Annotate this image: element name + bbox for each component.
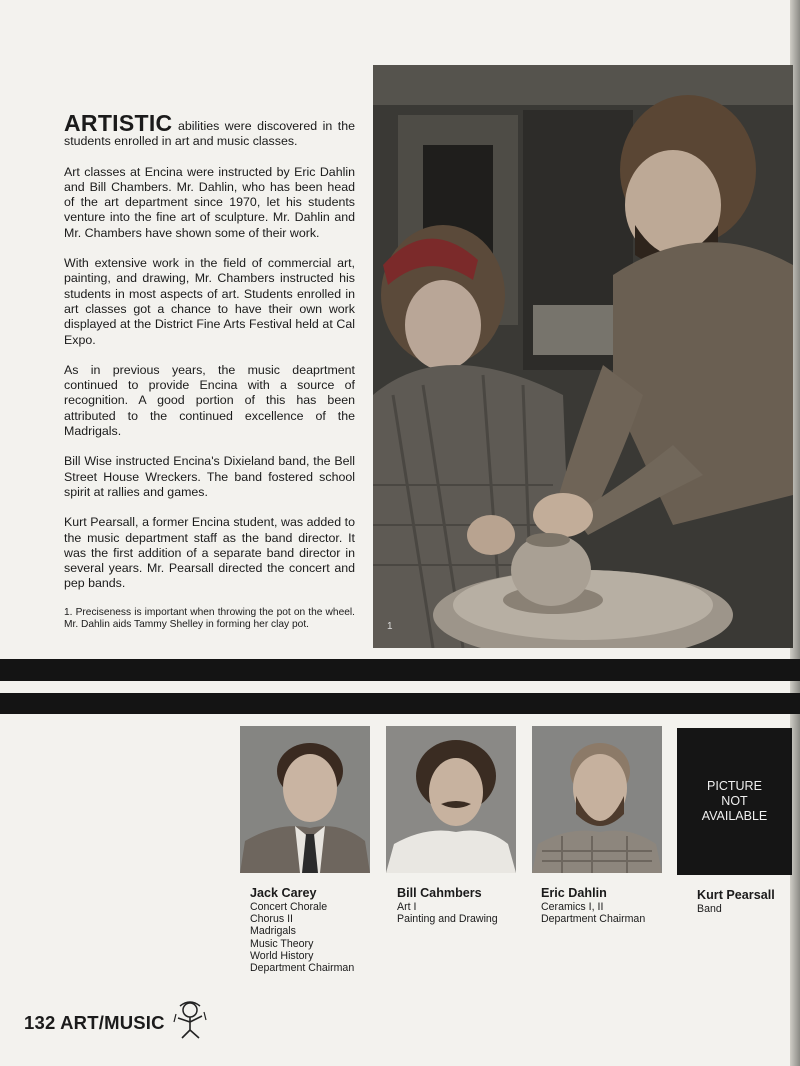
staff-role: Madrigals — [250, 925, 296, 938]
pottery-photo-illustration — [373, 65, 793, 648]
staff-role: World History — [250, 949, 314, 962]
article-body — [64, 110, 355, 647]
staff-role: Band — [697, 903, 722, 915]
picture-not-available — [677, 728, 792, 875]
staff-role: Chorus II — [250, 913, 293, 926]
staff-role: Music Theory — [250, 937, 314, 950]
staff-eric-dahlin — [541, 886, 645, 925]
photo-caption: 1. Preciseness is important when throwing the pot on the wheel. Mr. Dahlin aids Tammy Shelley in forming her clay pot. — [64, 606, 355, 631]
lead-word: ARTISTIC — [64, 110, 173, 136]
portrait-bill-chambers-image — [386, 726, 516, 873]
staff-role: Painting and Drawing — [397, 913, 498, 926]
paragraph-3: As in previous years, the music deaprtment continued to provide Encina with a source of recognition. A good portion of this has been attributed to the continued excellence of the Madrigals. — [64, 362, 355, 439]
staff-role: Concert Chorale — [250, 901, 328, 913]
staff-role: Art I — [397, 901, 417, 913]
not-available-line-3: AVAILABLE — [701, 809, 768, 823]
portrait-eric-dahlin-image — [532, 726, 662, 873]
staff-role: Department Chairman — [250, 962, 355, 975]
not-available-line-1: PICTURE — [707, 779, 762, 793]
paragraph-5: Kurt Pearsall, a former Encina student, was added to the music department staff as the band director. It was the first addition of a separate band director in several years. Mr. Pearsall directed the concert and pep bands. — [64, 515, 355, 591]
paragraph-4: Bill Wise instructed Encina's Dixieland band, the Bell Street House Wreckers. The band fostered school spirit at rallies and games. — [64, 454, 355, 499]
staff-name: Kurt Pearsall — [697, 888, 775, 902]
divider-bar-bottom — [0, 693, 800, 714]
staff-name: Bill Cahmbers — [397, 886, 482, 900]
lead-text: abilities were discovered in the students enrolled in art and music classes. — [64, 119, 355, 149]
portrait-jack-carey-image — [240, 726, 370, 873]
divider-bar-top — [0, 659, 800, 681]
portrait-jack-carey — [240, 726, 370, 873]
staff-bill-chambers — [397, 886, 498, 925]
staff-name: Jack Carey — [250, 886, 317, 900]
staff-role: Department Chairman — [541, 913, 646, 926]
not-available-line-2: NOT — [721, 794, 748, 808]
staff-jack-carey — [250, 886, 354, 974]
lead-paragraph — [64, 110, 355, 150]
portrait-eric-dahlin — [532, 726, 662, 873]
staff-name: Eric Dahlin — [541, 886, 607, 900]
photo-number: 1 — [387, 621, 393, 632]
paragraph-2: With extensive work in the field of commercial art, painting, and drawing, Mr. Chambers instructed his students in most aspects of art. Students enrolled in art classes got a chance to have their own work displayed at the District Fine Arts Festival held at Cal Expo. — [64, 256, 355, 347]
mascot-icon — [172, 1000, 208, 1040]
portrait-bill-chambers — [386, 726, 516, 873]
page-footer-label: 132 ART/MUSIC — [24, 1012, 165, 1033]
staff-kurt-pearsall — [697, 888, 775, 915]
pottery-photo — [373, 65, 793, 648]
paragraph-1: Art classes at Encina were instructed by Eric Dahlin and Bill Chambers. Mr. Dahlin, who has been head of the art department since 1970, let his students venture into the fine art of sculpture. Mr. Dahlin and Mr. Chambers have shown some of their work. — [64, 164, 355, 240]
staff-role: Ceramics I, II — [541, 901, 604, 913]
